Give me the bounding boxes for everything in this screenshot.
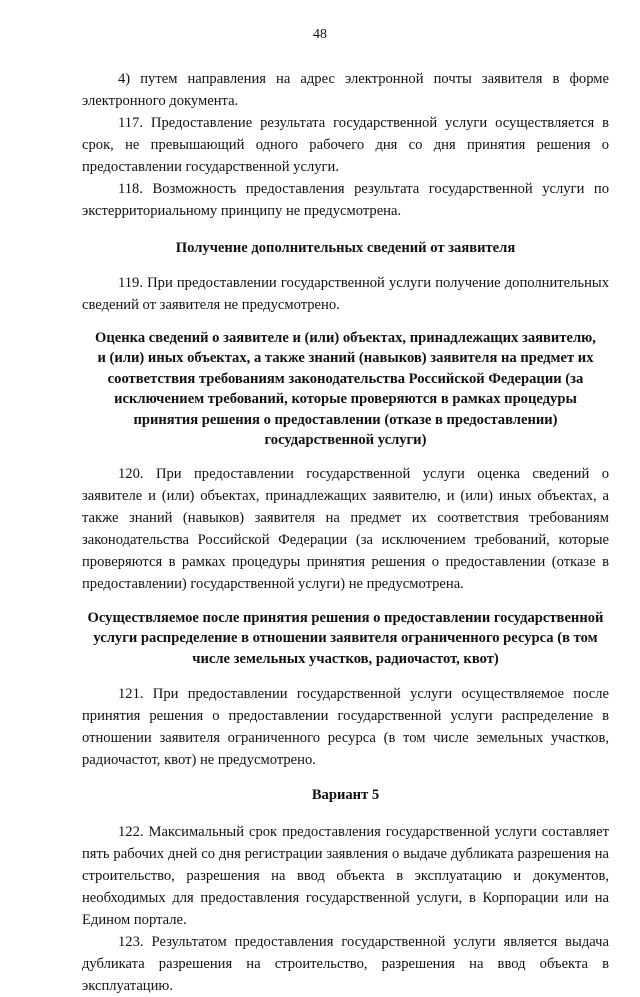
paragraph-122: 122. Максимальный срок предоставления государственной услуги составляет пять рабочих дней со дня регистрации заявления о выдаче дубликата разрешения на строительство, разрешения на ввод объекта в эксплуатацию и документов, необходимых для предоставления государственной услуги, в Корпорации или на Едином портале. bbox=[82, 823, 609, 928]
paragraph-118: 118. Возможность предоставления результата государственной услуги по экстерриториальному принципу не предусмотрена. bbox=[82, 181, 609, 219]
page-number: 48 bbox=[313, 27, 327, 42]
section-heading-variant-5: Вариант 5 bbox=[311, 787, 380, 803]
section-heading-applicant-assessment: Оценка сведений о заявителе и (или) объектах, принадлежащих заявителю, и (или) иных объектах, а также знаний (навыков) заявителя на предмет их соответствия требованиям законодательства Российской Федерации (за исключением требований, которые проверяются в рамках процедуры принятия решения о предоставлении (отказе в предоставлении) государственной услуги) bbox=[95, 329, 596, 448]
paragraph-123: 123. Результатом предоставления государственной услуги является выдача дубликата разрешения на строительство, разрешения на ввод объекта в эксплуатацию. bbox=[82, 933, 609, 994]
section-heading-resource-distribution: Осуществляемое после принятия решения о предоставлении государственной услуги распределение в отношении заявителя ограниченного ресурса (в том числе земельных участков, радиочастот, квот) bbox=[87, 609, 604, 667]
paragraph-117: 117. Предоставление результата государственной услуги осуществляется в срок, не превышающий одного рабочего дня со дня принятия решения о предоставлении государственной услуги. bbox=[82, 115, 609, 175]
paragraph-120: 120. При предоставлении государственной услуги оценка сведений о заявителе и (или) объектах, принадлежащих заявителю, и (или) иных объектах, а также знаний (навыков) заявителя на предмет их соответствия требованиям законодательства Российской Федерации (за исключением требований, которые проверяются в рамках процедуры принятия решения о предоставлении (отказе в предоставлении) государственной услуги) не предусмотрена. bbox=[82, 465, 609, 592]
paragraph-121: 121. При предоставлении государственной услуги осуществляемое после принятия решения о предоставлении государственной услуги распределение в отношении заявителя ограниченного ресурса (в том числе земельных участков, радиочастот, квот) не предусмотрено. bbox=[82, 686, 609, 768]
document-body bbox=[82, 68, 609, 997]
section-heading-additional-info: Получение дополнительных сведений от заявителя bbox=[175, 240, 516, 256]
paragraph-116-item-4: 4) путем направления на адрес электронной почты заявителя в форме электронного документа. bbox=[82, 71, 609, 109]
paragraph-119: 119. При предоставлении государственной услуги получение дополнительных сведений от заявителя не предусмотрено. bbox=[82, 274, 609, 313]
